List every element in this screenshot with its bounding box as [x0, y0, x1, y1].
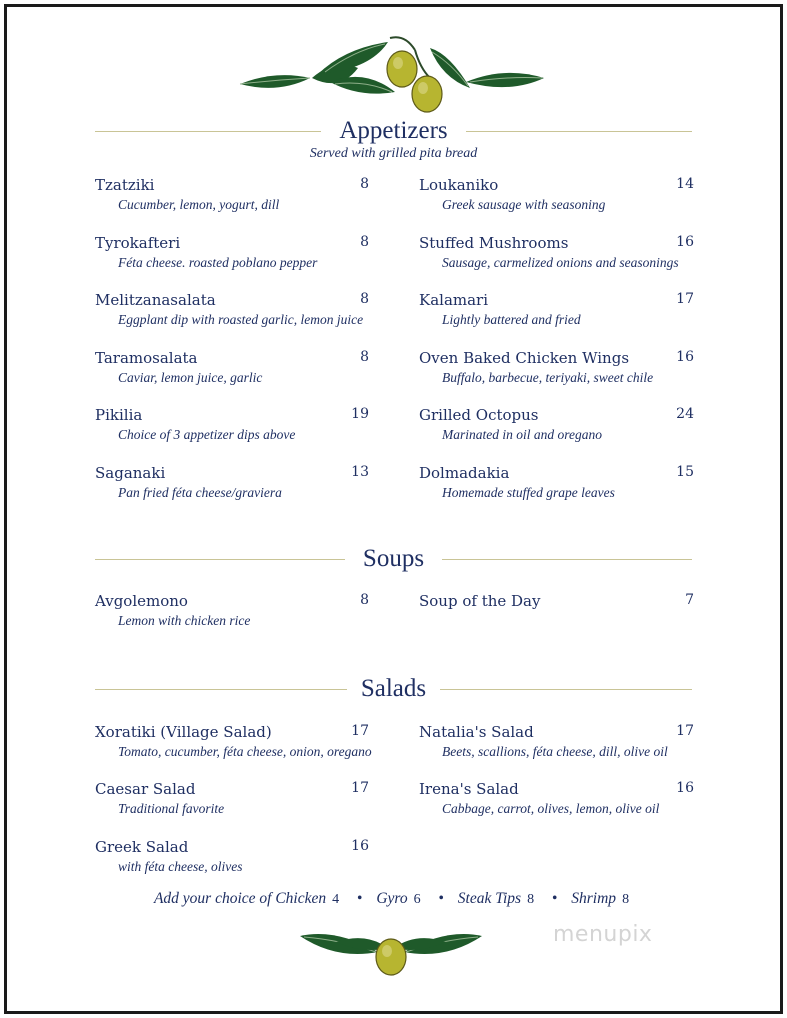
- item-price: 16: [676, 234, 694, 250]
- item-price: 16: [676, 780, 694, 796]
- item-price: 15: [676, 464, 694, 480]
- salad-addons-line: [0, 890, 787, 908]
- menu-item: [419, 291, 694, 335]
- item-price: 24: [676, 406, 694, 422]
- header-rule-right: [466, 131, 692, 132]
- soups-title: Soups: [362, 545, 425, 572]
- item-description: Sausage, carmelized onions and seasonings: [442, 255, 679, 270]
- menu-item: [419, 592, 694, 636]
- item-price: 16: [676, 349, 694, 365]
- addon-name: Chicken: [275, 890, 327, 907]
- menu-item: [419, 723, 694, 767]
- addons-intro: Add your choice of: [153, 890, 272, 907]
- item-price: 17: [676, 291, 694, 307]
- addon-price: 8: [527, 892, 535, 907]
- item-description: Pan fried féta cheese/graviera: [118, 485, 282, 500]
- item-name: Taramosalata: [95, 349, 198, 367]
- menupix-watermark: menupix: [553, 922, 653, 947]
- item-name: Dolmadakia: [419, 464, 510, 482]
- menu-item: [95, 464, 369, 508]
- addon-price: 6: [413, 892, 421, 907]
- item-description: Choice of 3 appetizer dips above: [118, 427, 296, 442]
- addon-price: 4: [332, 892, 340, 907]
- item-description: Cabbage, carrot, olives, lemon, olive oil: [442, 801, 660, 816]
- menu-item: [95, 723, 372, 767]
- item-name: Avgolemono: [95, 592, 188, 610]
- addon-name: Gyro: [376, 890, 408, 907]
- item-price: 13: [351, 464, 369, 480]
- menu-item: [95, 291, 369, 335]
- item-name: Loukaniko: [419, 176, 499, 194]
- header-rule-right: [442, 559, 692, 560]
- item-price: 7: [685, 592, 694, 608]
- item-description: Caviar, lemon juice, garlic: [118, 370, 263, 385]
- item-name: Soup of the Day: [419, 592, 541, 610]
- header-rule-right: [440, 689, 692, 690]
- item-description: Eggplant dip with roasted garlic, lemon juice: [118, 312, 364, 327]
- addon-separator: •: [438, 890, 444, 907]
- addon-separator: •: [551, 890, 558, 907]
- item-description: Cucumber, lemon, yogurt, dill: [118, 197, 280, 212]
- item-name: Tyrokafteri: [95, 234, 181, 252]
- item-description: Marinated in oil and oregano: [442, 427, 602, 442]
- item-description: Traditional favorite: [118, 801, 225, 816]
- item-price: 8: [360, 234, 369, 250]
- menu-item: [419, 234, 694, 278]
- menu-item: [419, 780, 694, 824]
- addon-name: Steak Tips: [457, 890, 522, 907]
- item-name: Greek Salad: [95, 838, 189, 856]
- menu-item: [95, 406, 369, 450]
- menu-item: [419, 406, 694, 450]
- item-name: Xoratiki (Village Salad): [95, 723, 272, 741]
- item-name: Oven Baked Chicken Wings: [419, 349, 630, 367]
- item-name: Stuffed Mushrooms: [419, 234, 569, 252]
- item-description: with féta cheese, olives: [118, 859, 243, 874]
- menu-item: [95, 349, 369, 393]
- item-description: Féta cheese. roasted poblano pepper: [118, 255, 318, 270]
- item-price: 19: [351, 406, 369, 422]
- appetizers-subtitle: Served with grilled pita bread: [309, 146, 478, 161]
- item-price: 17: [351, 723, 369, 739]
- menu-item: [419, 349, 694, 393]
- item-description: Beets, scallions, féta cheese, dill, olive oil: [442, 744, 668, 759]
- item-description: Buffalo, barbecue, teriyaki, sweet chile: [442, 370, 654, 385]
- addon-price: 8: [622, 892, 630, 907]
- menu-item: [419, 176, 694, 220]
- item-name: Melitzanasalata: [95, 291, 216, 309]
- item-description: Lightly battered and fried: [442, 312, 581, 327]
- item-name: Grilled Octopus: [419, 406, 539, 424]
- item-price: 17: [351, 780, 369, 796]
- item-description: Lemon with chicken rice: [118, 613, 251, 628]
- soups-header: [95, 544, 692, 574]
- item-price: 8: [360, 291, 369, 307]
- olive-branch-top-icon: [230, 28, 550, 120]
- item-price: 14: [676, 176, 694, 192]
- item-price: 8: [360, 176, 369, 192]
- item-name: Natalia's Salad: [419, 723, 534, 741]
- item-price: 16: [351, 838, 369, 854]
- item-name: Saganaki: [95, 464, 166, 482]
- appetizers-title: Appetizers: [339, 117, 448, 144]
- item-name: Irena's Salad: [419, 780, 519, 798]
- menu-item: [95, 592, 369, 636]
- item-name: Kalamari: [419, 291, 489, 309]
- item-description: Tomato, cucumber, féta cheese, onion, oregano: [118, 744, 372, 759]
- salads-title: Salads: [360, 675, 427, 702]
- item-price: 17: [676, 723, 694, 739]
- item-price: 8: [360, 349, 369, 365]
- menu-item: [95, 780, 369, 824]
- appetizers-header: [95, 116, 692, 146]
- item-name: Tzatziki: [95, 176, 155, 194]
- salads-header: [95, 674, 692, 704]
- item-name: Pikilia: [95, 406, 143, 424]
- menu-item: [95, 176, 369, 220]
- menu-item: [419, 464, 694, 508]
- menu-item: [95, 234, 369, 278]
- addon-name: Shrimp: [571, 890, 617, 907]
- item-description: Greek sausage with seasoning: [442, 197, 606, 212]
- menu-item: [95, 838, 369, 882]
- addon-separator: •: [357, 890, 363, 907]
- item-name: Caesar Salad: [95, 780, 196, 798]
- olive-branch-bottom-icon: [296, 924, 486, 980]
- item-description: Homemade stuffed grape leaves: [442, 485, 615, 500]
- item-price: 8: [360, 592, 369, 608]
